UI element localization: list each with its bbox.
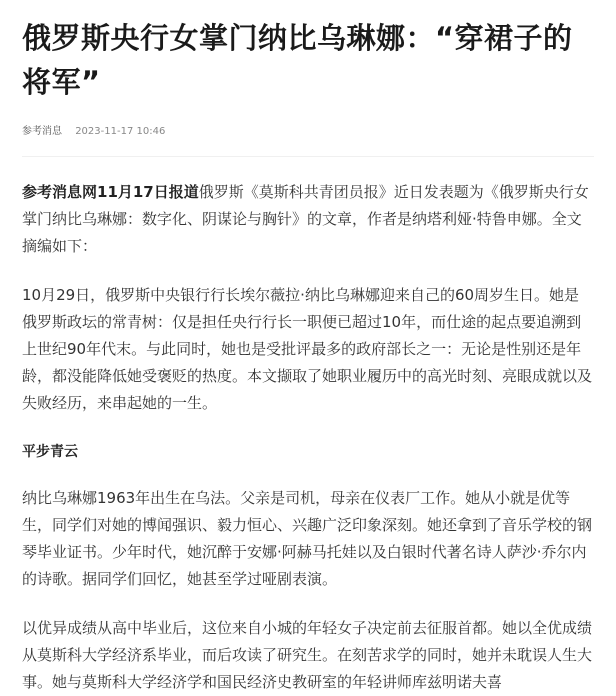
- article-datetime: 2023-11-17 10:46: [75, 126, 166, 137]
- intro-paragraph: [22, 179, 594, 260]
- meta-divider: [22, 156, 594, 157]
- article-title: 俄罗斯央行女掌门纳比乌琳娜：“穿裙子的将军”: [22, 21, 573, 99]
- body-paragraph-2: 纳比乌琳娜1963年出生在乌法。父亲是司机，母亲在仪表厂工作。她从小就是优等生，同学们对她的博闻强识、毅力恒心、兴趣广泛印象深刻。她还拿到了音乐学校的钢琴毕业证书。少年时代，她沉醉于安娜·阿赫马托娃以及白银时代著名诗人萨沙·乔尔内的诗歌。据同学们回忆，她甚至学过哑剧表演。: [22, 489, 593, 588]
- section-heading: 平步青云: [22, 444, 78, 460]
- intro-lead: 参考消息网11月17日报道: [22, 183, 199, 201]
- article: [22, 16, 594, 696]
- article-source[interactable]: 参考消息: [22, 126, 62, 137]
- body-paragraph-1: 10月29日，俄罗斯中央银行行长埃尔薇拉·纳比乌琳娜迎来自己的60周岁生日。她是俄罗斯政坛的常青树：仅是担任央行行长一职便已超过10年，而仕途的起点要追溯到上世纪90年代末。与此同时，她也是受批评最多的政府部长之一：无论是性别还是年龄，都没能降低她受褒贬的热度。本文撷取了她职业履历中的高光时刻、亮眼成就以及失败经历，来串起她的一生。: [22, 286, 593, 412]
- body-paragraph-3: 以优异成绩从高中毕业后，这位来自小城的年轻女子决定前去征服首都。她以全优成绩从莫斯科大学经济系毕业，而后攻读了研究生。在刻苦求学的同时，她并未耽误人生大事。她与莫斯科大学经济学和国民经济史教研室的年轻讲师库兹明诺夫喜: [22, 619, 593, 691]
- article-meta: [22, 124, 594, 140]
- intro-text: 俄罗斯《莫斯科共青团员报》近日发表题为《俄罗斯央行女掌门纳比乌琳娜：数字化、阴谋论与胸针》的文章，作者是纳塔利娅·特鲁申娜。全文摘编如下：: [22, 183, 589, 255]
